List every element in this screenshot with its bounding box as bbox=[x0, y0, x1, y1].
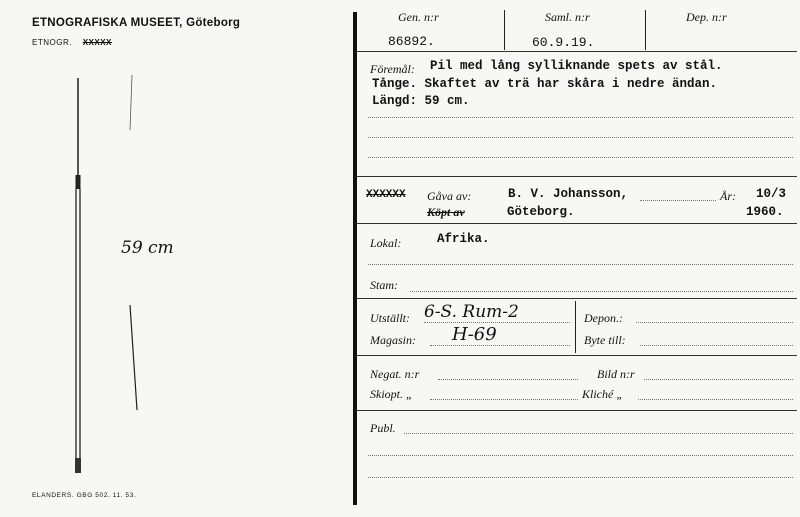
museum-name: ETNOGRAFISKA MUSEET, bbox=[32, 17, 183, 29]
utstallt-label: Utställt: bbox=[370, 311, 411, 325]
skiopt-dotline bbox=[430, 399, 578, 400]
etnogr-label: ETNOGR. bbox=[32, 38, 72, 47]
gava-struck: XXXXXX bbox=[366, 189, 406, 201]
utstallt-divider bbox=[575, 301, 576, 353]
utstallt-dotline bbox=[424, 322, 570, 323]
depon-dotline bbox=[636, 322, 793, 323]
etnogr-struck: XXXXX bbox=[82, 38, 112, 47]
header-divider-2 bbox=[645, 10, 646, 50]
foremal-line-1: Pil med lång sylliknande spets av stål. bbox=[430, 59, 723, 73]
negat-rule bbox=[357, 410, 797, 411]
dep-label: Dep. n:r bbox=[686, 10, 727, 24]
tip-shadow bbox=[120, 75, 140, 135]
saml-label: Saml. n:r bbox=[545, 10, 590, 24]
lokal-label: Lokal: bbox=[370, 236, 402, 250]
publ-dotline-2 bbox=[368, 455, 793, 456]
gava-year: 1960. bbox=[746, 205, 784, 219]
utstallt-value: 6-S. Rum-2 bbox=[424, 302, 519, 322]
publ-label: Publ. bbox=[370, 421, 396, 435]
byte-label: Byte till: bbox=[584, 333, 626, 347]
magasin-label: Magasin: bbox=[370, 333, 416, 347]
shaft-shadow bbox=[120, 305, 150, 425]
publ-dotline-1 bbox=[404, 433, 793, 434]
gava-donor: B. V. Johansson, bbox=[508, 187, 629, 201]
magasin-value: H-69 bbox=[452, 324, 497, 345]
lokal-dotline bbox=[368, 264, 793, 265]
ar-label: År: bbox=[720, 189, 736, 203]
gen-number: 86892. bbox=[388, 34, 435, 49]
header-rule bbox=[357, 51, 797, 52]
byte-dotline bbox=[640, 345, 793, 346]
publ-dotline-3 bbox=[368, 477, 793, 478]
ar-value: 10/3 bbox=[756, 187, 787, 201]
gava-place: Göteborg. bbox=[507, 205, 575, 219]
museum-heading bbox=[32, 17, 240, 29]
foremal-dotline-3 bbox=[368, 157, 793, 158]
bild-dotline bbox=[644, 379, 793, 380]
measurement-note: 59 cm bbox=[121, 238, 174, 258]
gava-dotline bbox=[640, 200, 716, 201]
header-divider-1 bbox=[504, 10, 505, 50]
kliche-label: Kliché „ bbox=[582, 387, 623, 401]
foremal-dotline-1 bbox=[368, 117, 793, 118]
museum-city: Göteborg bbox=[186, 17, 241, 29]
etnogr-line bbox=[32, 38, 112, 47]
arrow-binding-bottom bbox=[75, 458, 81, 473]
lokal-value: Afrika. bbox=[437, 232, 490, 246]
gen-label: Gen. n:r bbox=[398, 10, 439, 24]
depon-label: Depon.: bbox=[584, 311, 623, 325]
foremal-line-3: Längd: 59 cm. bbox=[372, 94, 470, 108]
negat-dotline bbox=[438, 379, 578, 380]
stam-rule bbox=[357, 298, 797, 299]
kopt-struck: Köpt av bbox=[427, 205, 465, 219]
foremal-rule bbox=[357, 176, 797, 177]
card-left-border bbox=[353, 12, 357, 505]
saml-number: 60.9.19. bbox=[532, 35, 595, 50]
printer-imprint: ELANDERS. GBG 502. 11. 53. bbox=[32, 492, 137, 499]
arrow-binding-top bbox=[76, 175, 81, 189]
arrow-photo bbox=[60, 70, 100, 480]
bild-label: Bild n:r bbox=[597, 367, 635, 381]
gava-label: Gåva av: bbox=[427, 189, 472, 203]
foremal-dotline-2 bbox=[368, 137, 793, 138]
foremal-label: Föremål: bbox=[370, 62, 415, 76]
skiopt-label: Skiopt. „ bbox=[370, 387, 413, 401]
kliche-dotline bbox=[638, 399, 793, 400]
stam-label: Stam: bbox=[370, 278, 398, 292]
stam-dotline bbox=[410, 291, 793, 292]
gava-rule bbox=[357, 223, 797, 224]
negat-label: Negat. n:r bbox=[370, 367, 420, 381]
foremal-line-2: Tånge. Skaftet av trä har skåra i nedre ändan. bbox=[372, 77, 718, 91]
utstallt-rule bbox=[357, 355, 797, 356]
magasin-dotline bbox=[430, 345, 570, 346]
